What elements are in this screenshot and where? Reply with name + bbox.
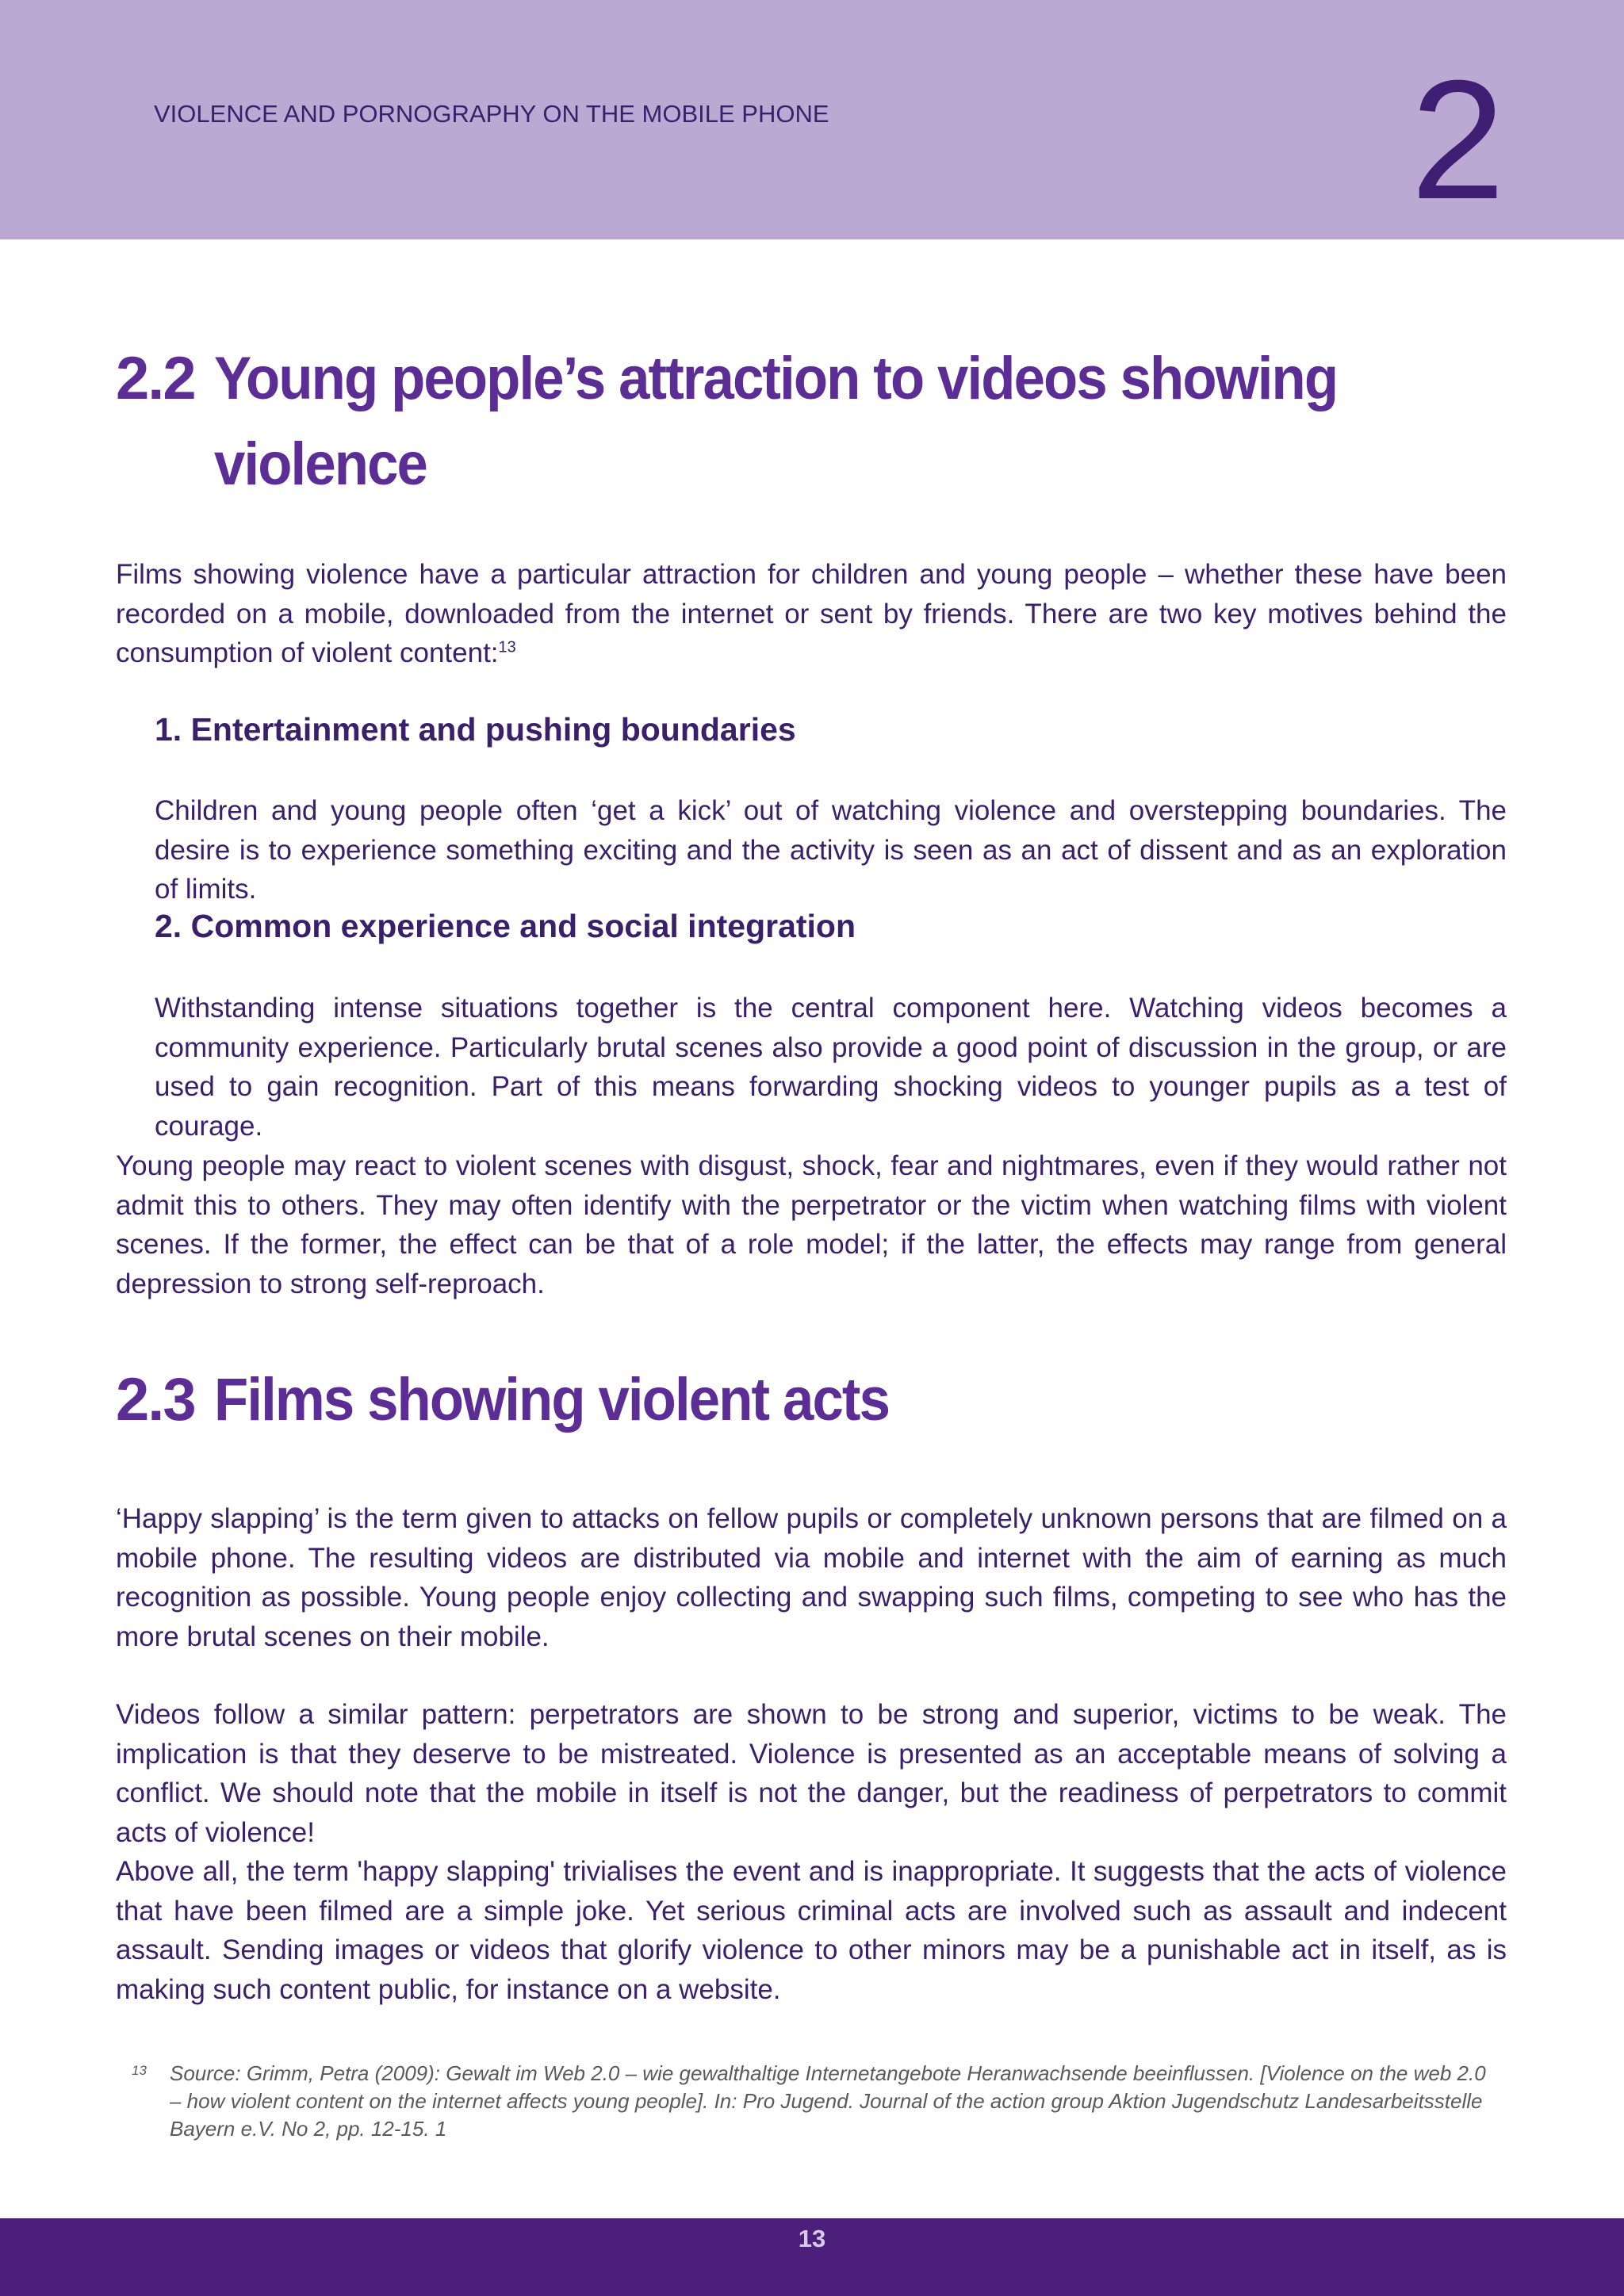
motive-text-2: Withstanding intense situations together is the central component here. Watching videos becomes a community experience. Particularly brutal scenes also provide a good point of discussion in the group, or are used to gain recognition. Part of this means forwarding shocking videos to younger pupils as a test of courage.	[155, 993, 1507, 1142]
intro-paragraph: Films showing violence have a particular attraction for children and young people – whether these have been recorded on a mobile, downloaded from the internet or sent by friends. There are two key motives behind the consumption of violent content:$^{13}$	[116, 559, 1507, 668]
footnote-text: Source: Grimm, Petra (2009): Gewalt im Web 2.0 – wie gewalthaltige Internetangebote Heranwachsende beeinflussen. [Violence on the web 2.0 – how violent content on the internet affects young people]. In: Pro Jugend. Journal of the action group Aktion Jugendschutz Landesarbeitsstelle Bayern e.V. No 2, pp. 12-15. 1	[170, 2061, 1486, 2141]
page-number: 13	[798, 2225, 826, 2252]
section-heading-2-2	[116, 336, 1511, 507]
section-heading-2-3	[116, 1357, 1511, 1443]
running-head: VIOLENCE AND PORNOGRAPHY ON THE MOBILE PHONE	[154, 100, 829, 128]
motive-heading-1: 1. Entertainment and pushing boundaries	[155, 711, 796, 748]
body-paragraph: ‘Happy slapping’ is the term given to attacks on fellow pupils or completely unknown persons that are filmed on a mobile phone. The resulting videos are distributed via mobile and internet with the aim of earning as much recognition as possible. Young people enjoy collecting and swapping such films, competing to see who has the more brutal scenes on their mobile.	[116, 1503, 1507, 1652]
closing-paragraph: Young people may react to violent scenes with disgust, shock, fear and nightmares, even if they would rather not admit this to others. They may often identify with the perpetrator or the victim when watching films with violent scenes. If the former, the effect can be that of a role model; if the latter, the effects may range from general depression to strong self-reproach.	[116, 1150, 1507, 1299]
body-paragraph: Videos follow a similar pattern: perpetrators are shown to be strong and superior, victims to be weak. The implication is that they deserve to be mistreated. Violence is presented as an acceptable means of solving a conflict. We should note that the mobile in itself is not the danger, but the readiness of perpetrators to commit acts of violence!	[116, 1699, 1507, 1848]
body-paragraph: Above all, the term 'happy slapping' trivialises the event and is inappropriate. It suggests that the acts of violence that have been filmed are a simple joke. Yet serious criminal acts are involved such as assault and indecent assault. Sending images or videos that glorify violence to other minors may be a punishable act in itself, as is making such content public, for instance on a website.	[116, 1856, 1507, 2005]
section-title: Young people’s attraction to videos showing violence	[214, 345, 1338, 498]
section-number: 2.3	[116, 1366, 195, 1433]
chapter-number: 2	[1410, 45, 1505, 235]
section-number: 2.2	[116, 345, 195, 412]
section-title: Films showing violent acts	[214, 1366, 890, 1433]
motive-heading-2: 2. Common experience and social integration	[155, 908, 856, 944]
footnote-mark: 13	[132, 2063, 147, 2078]
footnote	[132, 2060, 1499, 2143]
motive-text-1: Children and young people often ‘get a kick’ out of watching violence and overstepping boundaries. The desire is to experience something exciting and the activity is seen as an act of dissent and as an exploration of limits.	[155, 795, 1507, 905]
footnote-ref: 13	[498, 638, 516, 656]
